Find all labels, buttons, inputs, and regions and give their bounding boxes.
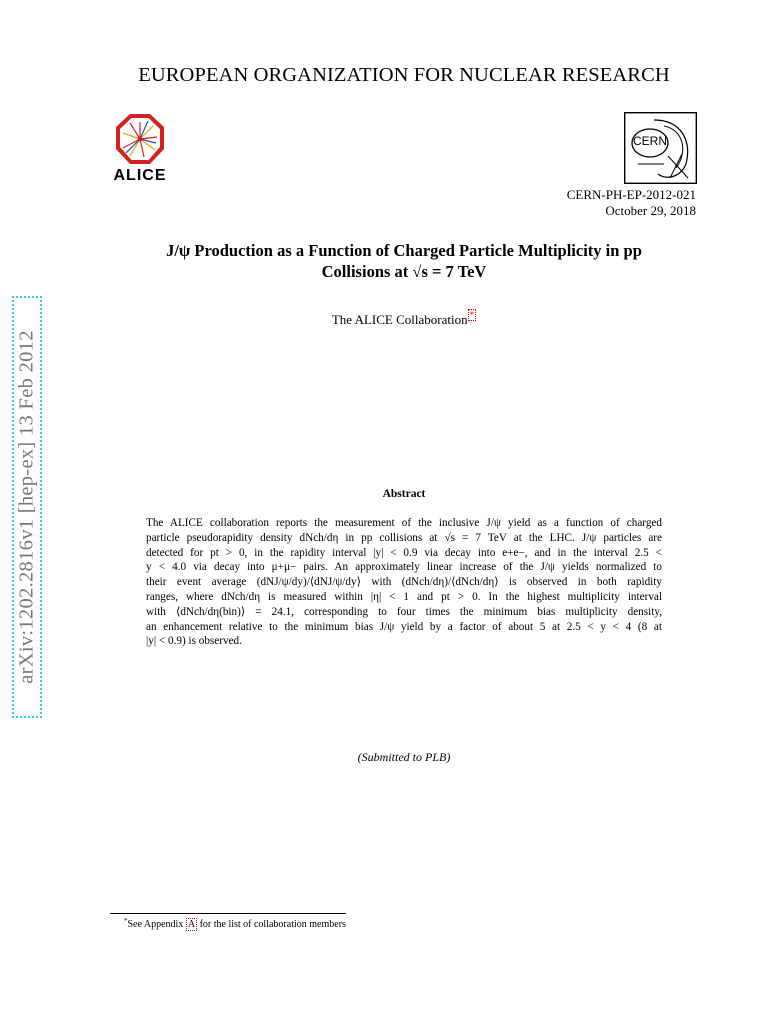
footnote-rule: [110, 913, 346, 914]
alice-logo-icon: [108, 112, 172, 168]
abstract-heading: Abstract: [382, 488, 426, 500]
author-footnote-link[interactable]: *: [469, 310, 475, 320]
arxiv-stamp[interactable]: [12, 296, 42, 718]
abstract-line: an enhancement relative to the minimum bias J/ψ yield by a factor of about 5 at 2.5 < y < 4 (8 at: [146, 620, 662, 633]
abstract-line: with ⟨dNch/dη(bin)⟩ = 24.1, corresponding to four times the minimum bias multiplicity density,: [146, 605, 662, 618]
paper-title: [110, 240, 698, 282]
abstract-line: |y| < 0.9) is observed.: [146, 635, 242, 648]
appendix-link[interactable]: A: [187, 919, 196, 930]
cern-logo-label: CERN: [632, 134, 667, 148]
title-line-2: Collisions at √s = 7 TeV: [321, 262, 487, 281]
authors: [110, 309, 698, 328]
footnote-text-before: See Appendix: [127, 919, 186, 930]
author-text: The ALICE Collaboration: [331, 312, 468, 327]
footnote: [124, 917, 346, 930]
abstract-line: ranges, where dNch/dη is measured within |η| < 1 and pt > 0. In the highest multiplicity interval: [146, 590, 662, 603]
footnote-mark: *: [124, 917, 128, 925]
abstract-body: [146, 516, 662, 649]
report-date: October 29, 2018: [605, 203, 696, 218]
abstract-line: y < 4.0 via decay into μ+μ− pairs. An approximately linear increase of the J/ψ yields normalized to: [146, 561, 662, 574]
footnote-text-after: for the list of collaboration members: [197, 919, 346, 930]
alice-logo: [108, 112, 172, 188]
organization-heading: EUROPEAN ORGANIZATION FOR NUCLEAR RESEARCH: [138, 64, 670, 86]
cern-logo: [624, 112, 697, 184]
arxiv-identifier[interactable]: arXiv:1202.2816v1 [hep-ex] 13 Feb 2012: [15, 330, 38, 684]
abstract-line: their event average (dNJ/ψ/dy)/⟨dNJ/ψ/dy⟩ with (dNch/dη)/⟨dNch/dη⟩ is observed in both rapidity: [146, 576, 662, 589]
submission-note: (Submitted to PLB): [357, 750, 451, 764]
report-number: CERN-PH-EP-2012-021: [566, 187, 696, 202]
abstract-line: The ALICE collaboration reports the measurement of the inclusive J/ψ yield as a function of charged: [146, 517, 662, 529]
abstract-line: particle pseudorapidity density dNch/dη in pp collisions at √s = 7 TeV at the LHC. J/ψ particles are: [146, 531, 662, 544]
abstract-line: detected for pt > 0, in the rapidity interval |y| < 0.9 via decay into e+e−, and in the interval 2.5 <: [146, 546, 662, 559]
report-info: [567, 187, 696, 219]
cern-logo-icon: [624, 112, 697, 184]
title-line-1: J/ψ Production as a Function of Charged Particle Multiplicity in pp: [166, 241, 642, 260]
alice-logo-label: ALICE: [113, 167, 167, 184]
